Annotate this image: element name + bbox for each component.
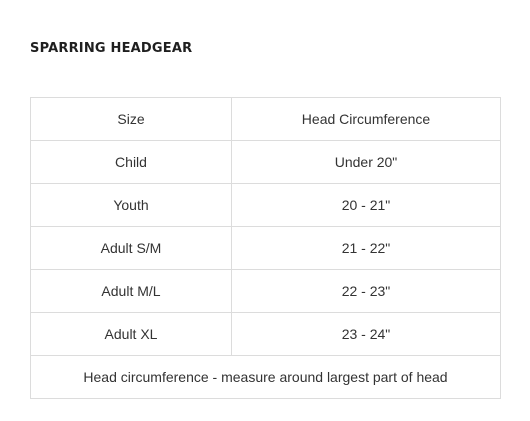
size-cell: Adult XL (31, 313, 232, 356)
circumference-cell: Under 20" (232, 141, 501, 184)
size-cell: Adult M/L (31, 270, 232, 313)
page-title: SPARRING HEADGEAR (30, 41, 193, 56)
table-row (31, 227, 501, 270)
column-header-size: Size (31, 98, 232, 141)
table-row (31, 141, 501, 184)
circumference-cell: 23 - 24" (232, 313, 501, 356)
circumference-cell: 22 - 23" (232, 270, 501, 313)
size-cell: Adult S/M (31, 227, 232, 270)
table-footnote-row (31, 356, 501, 399)
circumference-cell: 21 - 22" (232, 227, 501, 270)
table-row (31, 184, 501, 227)
circumference-cell: 20 - 21" (232, 184, 501, 227)
size-cell: Child (31, 141, 232, 184)
size-cell: Youth (31, 184, 232, 227)
table-footnote: Head circumference - measure around largest part of head (31, 356, 501, 399)
table-header-row (31, 98, 501, 141)
table-row (31, 270, 501, 313)
table-row (31, 313, 501, 356)
size-chart-table (30, 97, 501, 399)
column-header-head-circumference: Head Circumference (232, 98, 501, 141)
